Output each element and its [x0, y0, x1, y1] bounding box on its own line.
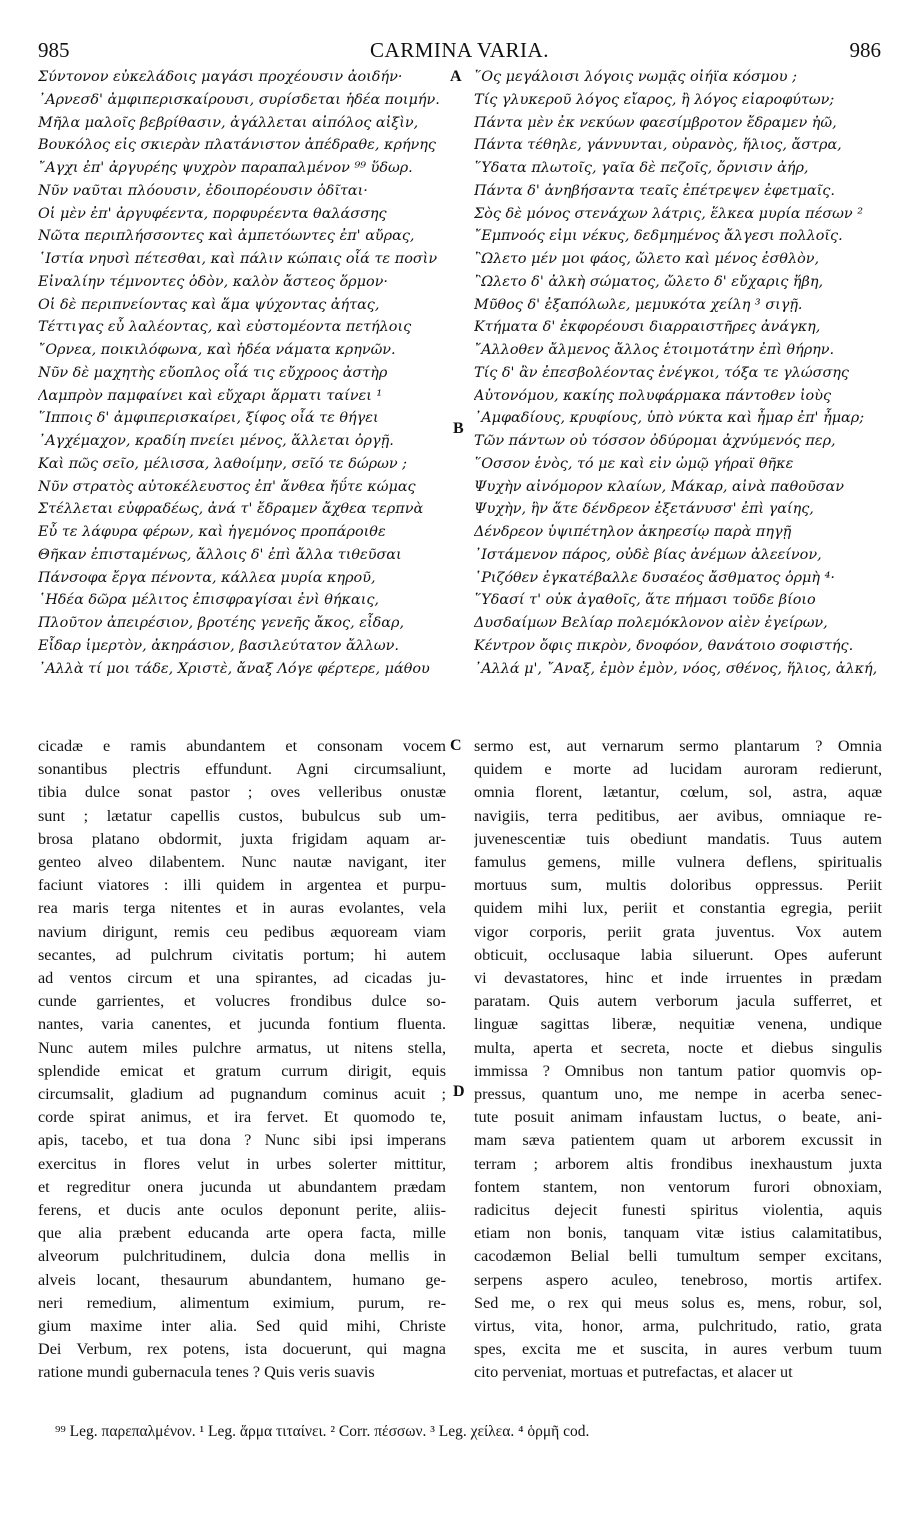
greek-verse-line: ῍Ωλετο μέν μοι φάος, ὤλετο καὶ μένος ἐσθλὸν, [474, 251, 820, 267]
latin-text-line: nantes, varia canentes, et jucunda fontium fluenta. [38, 1015, 446, 1034]
latin-text-line: gium maxime inter alia. Sed quid mihi, Christe [38, 1317, 446, 1336]
latin-text-line: navigiis, terra peditibus, aer avibus, omniaque re- [474, 806, 882, 825]
latin-text-line: quidem e morte ad lucidam auroram redierunt, [474, 760, 882, 779]
greek-verse-line: ῍Ωλετο δ' ἀλκὴ σώματος, ὤλετο δ' εὔχαρις ἥβη, [474, 273, 824, 290]
latin-text-line: et regreditur onera jucunda ut abundantem prædam [38, 1177, 446, 1196]
greek-verse-line: Πάνσοφα ἔργα πένοντα, κάλλεα μυρία κηροῦ, [38, 569, 376, 586]
latin-text-line: alveorum pulchritudinem, dulcia dona mellis in [38, 1247, 446, 1266]
greek-verse-line: Στέλλεται εὐφραδέως, ἀνά τ' ἔδραμεν ἄχθεα τερπνὰ [38, 501, 424, 518]
latin-text-line: sunt ; lætatur capellis custos, bubulcus sub um- [38, 806, 446, 825]
latin-text-line: rea maris terga nitentes et in auras evolantes, vela [38, 899, 446, 918]
latin-text-line: spes, excita me et suscita, in aures verbum tuum [474, 1340, 882, 1359]
latin-text-line: tute posuit animam infaustam luctus, o beate, ani- [474, 1108, 882, 1127]
greek-verse-line: Οἱ μὲν ἐπ' ἀργυφέεντα, πορφυρέεντα θαλάσσης [38, 205, 387, 222]
greek-verse-line: ῎Αγχι ἐπ' ἀργυρέης ψυχρὸν παραπαλμένον ⁹⁹ ὕδωρ. [38, 160, 413, 176]
latin-text-line: mortuus sum, multis doloribus oppressus. Periit [474, 876, 882, 895]
latin-translation-right-column [474, 735, 882, 1385]
greek-verse-line: Μῆλα μαλοῖς βεβρίθασιν, ἀγάλλεται αἰπόλος αἰξὶν, [38, 114, 419, 131]
greek-verse-line: ᾿Αλλά μ', ῎Αναξ, ἐμὸν ἐμὸν, νόος, σθένος, ἥλιος, ἀλκή, [474, 660, 878, 677]
greek-verse-line: Θῆκαν ἐπισταμένως, ἄλλοις δ' ἐπὶ ἄλλα τιθεῦσαι [38, 546, 402, 563]
greek-verse-line: Εὖ τε λάφυρα φέρων, καὶ ἡγεμόνος προπάροιθε [38, 524, 386, 540]
latin-text-line: navium dirigunt, remis ceu pedibus æquoream viam [38, 922, 446, 941]
greek-verse-line: ῾Ριζόθεν ἐγκατέβαλλε δυσαέος ἄσθματος ὁρμὴ ⁴· [474, 569, 835, 586]
latin-text-line: cicadæ e ramis abundantem et consonam vocem [38, 737, 446, 755]
greek-verse-line: ᾿Αμφαδίους, κρυφίους, ὑπὸ νύκτα καὶ ἦμαρ ἐπ' ἦμαρ; [474, 410, 865, 427]
page-number-left: 985 [38, 38, 70, 62]
greek-verse-line: Πάντα δ' ἀνηβήσαντα τεαῖς ἐπέτρεψεν ἐφετμαῖς. [474, 182, 835, 199]
latin-text-line: paratam. Quis autem verborum jacula sufferret, et [474, 992, 882, 1011]
greek-verse-line: Κέντρον ὄφις πικρὸν, δνοφόον, θανάτοιο σοφιστής. [474, 637, 854, 654]
latin-text-line: cacodæmon Belial belli tumultum semper excitans, [474, 1247, 882, 1266]
greek-verse-line: ῞Ος μεγάλοισι λόγοις νωμᾷς οἰήϊα κόσμου ; [474, 69, 797, 85]
latin-translation-left-column [38, 735, 446, 1385]
column-marker-c: C [450, 737, 462, 754]
greek-verse-line: ῞Υδασί τ' οὐκ ἀγαθοῖς, ἅτε πήμασι τοῦδε βίοιο [474, 592, 816, 609]
latin-text-line: omnia florent, lætantur, cœlum, sol, astra, aquæ [474, 783, 882, 802]
latin-text-line: quidem mihi lux, periit et constantia egregia, periit [474, 899, 882, 918]
greek-verse-line: Νῦν ναῦται πλόουσιν, ἐδοιπορέουσιν ὁδῖται· [38, 182, 368, 199]
latin-text-line: vi devastatores, hinc et inde irruentes in prædam [474, 969, 882, 988]
latin-text-line: brosa platano obdormit, juxta frigidam aquam ar- [38, 829, 446, 848]
greek-verse-line: ῎Ορνεα, ποικιλόφωνα, καὶ ἡδέα νάματα κρηνῶν. [38, 342, 396, 358]
latin-text-line: corde spirat animus, et ira fervet. Et quomodo te, [38, 1108, 446, 1127]
greek-verse-line: Δυσδαίμων Βελίαρ πολεμόκλονον αἰὲν ἐγείρων, [474, 615, 828, 631]
column-marker-d: D [453, 1083, 465, 1100]
greek-verse-line: Εἶδαρ ἱμερτὸν, ἀκηράσιον, βασιλεύτατον ἄλλων. [38, 637, 399, 654]
latin-text-line: vigor corporis, periit grata juventus. Vox autem [474, 922, 882, 941]
footnotes: ⁹⁹ Leg. παρεπαλμένον. ¹ Leg. ἅρμα τιταίνει. ² Corr. πέσσων. ³ Leg. χείλεα. ⁴ ὁρμῆ cod. [55, 1423, 590, 1440]
greek-verse-line: Τίς δ' ἂν ἐπεσβολέοντας ἐνέγκοι, τόξα τε γλώσσης [474, 364, 849, 381]
greek-verse-line: ῞Υδατα πλωτοῖς, γαῖα δὲ πεζοῖς, ὄρνισιν ἀήρ, [474, 160, 809, 176]
latin-text-line: genteo alveo dilabentem. Nunc nautæ navigant, iter [38, 853, 446, 872]
greek-verse-line: Ψυχὴν, ἣν ἅτε δένδρεον ἐξετάνυσσ' ἐπὶ γαίης, [474, 501, 814, 518]
greek-verse-line: ᾿Αλλὰ τί μοι τάδε, Χριστὲ, ἄναξ Λόγε φέρτερε, μάθου [38, 660, 430, 677]
latin-text-line: fontem stantem, non ventorum furori obnoxiam, [474, 1177, 882, 1196]
greek-verse-line: ᾿Ιστάμενον πάρος, οὐδὲ βίας ἀνέμων ἀλεείνον, [474, 546, 822, 563]
latin-text-line: pressus, quantum uno, me nempe in acerba senec- [474, 1085, 882, 1104]
greek-verse-line: Δένδρεον ὑψιπέτηλον ἀκηρεσίῳ παρὰ πηγῇ [474, 524, 792, 540]
column-marker-b: B [453, 420, 464, 437]
latin-text-line: ferens, et ducis ante oculos deponunt perite, aliis- [38, 1201, 446, 1220]
latin-text-line: cito perveniat, mortuas et putrefactas, et alacer ut [474, 1363, 793, 1382]
greek-verse-left-column [38, 66, 458, 706]
greek-verse-line: Βουκόλος εἰς σκιερὰν πλατάνιστον ἀπέδραθε, κρήνης [38, 137, 436, 154]
latin-text-line: sermo est, aut vernarum sermo plantarum ? Omnia [474, 737, 882, 755]
greek-verse-line: Σὸς δὲ μόνος στενάχων λάτρις, ἕλκεα μυρία πέσων ² [474, 205, 863, 222]
latin-text-line: Sed me, o rex qui meus solus es, mens, robur, sol, [474, 1293, 882, 1312]
latin-text-line: Nunc autem miles pulchre armatus, ut nitens stella, [38, 1038, 446, 1057]
latin-text-line: Dei Verbum, rex potens, ista docuerunt, qui magna [38, 1340, 446, 1359]
greek-verse-line: ῞Ιπποις δ' ἀμφιπερισκαίρει, ξίφος οἷά τε θήγει [38, 410, 379, 427]
greek-verse-line: Νῶτα περιπλήσσοντες καὶ ἀμπετόωντες ἐπ' αὔρας, [38, 228, 415, 245]
greek-verse-line: ῎Αλλοθεν ἄλμενος ἄλλος ἑτοιμοτάτην ἐπὶ θήρην. [474, 342, 835, 358]
greek-verse-line: Πλοῦτον ἀπειρέσιον, βροτέης γενεῆς ἄκος, εἶδαρ, [38, 615, 405, 631]
latin-text-line: mam sæva patientem quam ut arborem excussit in [474, 1131, 882, 1150]
greek-verse-line: Λαμπρὸν παμφαίνει καὶ εὔχαρι ἅρματι ταίνει ¹ [38, 387, 383, 404]
running-title: CARMINA VARIA. [370, 38, 549, 62]
greek-verse-line: Πάντα τέθηλε, γάννυνται, οὐρανὸς, ἥλιος, ἄστρα, [474, 137, 842, 154]
greek-verse-line: Τέττιγας εὖ λαλέοντας, καὶ εὐστομέοντα πετήλοις [38, 319, 412, 336]
latin-text-line: apis, tacebo, et tua dona ? Nunc sibi ipsi imperans [38, 1131, 446, 1150]
latin-text-line: serpens aspero aculeo, tenebroso, mortis artifex. [474, 1270, 882, 1289]
latin-text-line: juvenescentiæ tuis obediunt mandatis. Tuus autem [474, 829, 882, 848]
latin-text-line: immissa ? Omnibus non tantum patior quomvis op- [474, 1061, 882, 1080]
page-number-right: 986 [849, 38, 881, 62]
latin-text-line: que alia præbent educanda arte opera facta, mille [38, 1224, 446, 1243]
greek-verse-line: Τίς γλυκεροῦ λόγος εἴαρος, ἢ λόγος εἰαροφύτων; [474, 91, 835, 108]
latin-text-line: ad ventos circum et una spirantes, ad cicadas ju- [38, 969, 446, 988]
latin-text-line: famulus gemens, mille vulnera deflens, spiritualis [474, 853, 882, 872]
latin-text-line: faciunt viatores : illi quidem in argentea et purpu- [38, 876, 446, 895]
greek-verse-line: Μῦθος δ' ἐξαπόλωλε, μεμυκότα χείλη ³ σιγῇ. [474, 296, 803, 313]
greek-verse-line: Ψυχὴν αἰνόμορον κλαίων, Μάκαρ, αἰνὰ παθοῦσαν [474, 478, 844, 495]
greek-verse-line: Αὐτονόμου, κακίης πολυφάρμακα πάντοθεν ἰοὺς [474, 387, 831, 404]
greek-verse-right-column [474, 66, 884, 706]
greek-verse-line: Τῶν πάντων οὐ τόσσον ὀδύρομαι ἀχνύμενός περ, [474, 433, 836, 449]
latin-text-line: tibia dulce sonat pastor ; oves velleribus onustæ [38, 783, 446, 802]
latin-text-line: splendide emicat et gratum currum dirigit, equis [38, 1061, 446, 1080]
greek-verse-line: ῞Οσσον ἑνὸς, τό με καὶ εἰν ὠμῷ γήραϊ θῆκε [474, 455, 794, 472]
greek-verse-line: Σύντονον εὐκελάδοις μαγάσι προχέουσιν ἀοιδήν· [38, 69, 403, 85]
latin-text-line: virtus, vita, honor, arma, pulchritudo, ratio, grata [474, 1317, 882, 1336]
greek-verse-line: Νῦν δὲ μαχητὴς εὔοπλος οἷά τις εὔχροος ἀστὴρ [38, 364, 388, 381]
greek-verse-line: Εἰναλίην τέμνοντες ὁδὸν, καλὸν ἄστεος ὅρμον· [38, 273, 388, 290]
greek-verse-line: ῾Ιστία νηυσὶ πέτεσθαι, καὶ πάλιν κώπαις οἷά τε ποσὶν [38, 251, 438, 267]
greek-verse-line: Νῦν στρατὸς αὐτοκέλευστος ἐπ' ἄνθεα ἤΰτε κώμας [38, 478, 416, 495]
greek-verse-line: Καὶ πῶς σεῖο, μέλισσα, λαθοίμην, σεῖό τε δώρων ; [38, 455, 407, 472]
latin-text-line: radicitus dejecit funesti spiritus violentia, aquis [474, 1201, 882, 1220]
latin-text-line: ratione mundi gubernacula tenes ? Quis veris suavis [38, 1363, 375, 1382]
latin-text-line: terram ; arborem altis frondibus inexhaustum juxta [474, 1154, 882, 1173]
latin-text-line: neri remedium, alimentum eximium, purum, re- [38, 1293, 446, 1312]
greek-verse-line: ῾Ηδέα δῶρα μέλιτος ἐπισφραγίσαι ἐνὶ θήκαις, [38, 592, 379, 609]
latin-text-line: circumsalit, gladium ad pugnandum cominus acuit ; [38, 1085, 446, 1104]
latin-text-line: sonantibus plectris effundunt. Agni circumsaliunt, [38, 760, 446, 779]
latin-text-line: linguæ sagittas liberæ, nequitiæ venena, undique [474, 1015, 882, 1034]
page-header [38, 38, 881, 64]
latin-text-line: cunde garrientes, et volucres frondibus dulce so- [38, 992, 446, 1011]
latin-text-line: alveis locant, thesaurum abundantem, humano ge- [38, 1270, 446, 1289]
greek-verse-line: Οἱ δὲ περιπνείοντας καὶ ἅμα ψύχοντας ἀήτας, [38, 296, 380, 313]
greek-verse-line: ῎Εμπνοός εἰμι νέκυς, δεδμημένος ἄλγεσι πολλοῖς. [474, 228, 843, 245]
latin-text-line: secantes, ad pulchrum civitatis portum; hi autem [38, 945, 446, 964]
greek-verse-line: Πάντα μὲν ἐκ νεκύων φαεσίμβροτον ἔδραμεν ἠῶ, [474, 114, 837, 131]
greek-verse-line: ᾿Αρνεσδ' ἀμφιπερισκαίρουσι, συρίσδεται ἡδέα ποιμήν. [38, 91, 440, 108]
latin-text-line: etiam non bonis, tanquam vitæ istius calamitatibus, [474, 1224, 882, 1243]
latin-text-line: obticuit, occlusaque labia siluerunt. Opes auferunt [474, 945, 882, 964]
column-marker-a: A [450, 68, 462, 85]
greek-verse-line: ᾿Αγχέμαχον, κραδίη πνείει μένος, ἅλλεται ὀργῇ. [38, 433, 394, 449]
latin-text-line: multa, aperta et secreta, nocte et diebus singulis [474, 1038, 882, 1057]
greek-verse-line: Κτήματα δ' ἐκφορέουσι διαρραιστῆρες ἀνάγκη, [474, 319, 821, 336]
latin-text-line: exercitus in flores velut in urbes solerter mittitur, [38, 1154, 446, 1173]
